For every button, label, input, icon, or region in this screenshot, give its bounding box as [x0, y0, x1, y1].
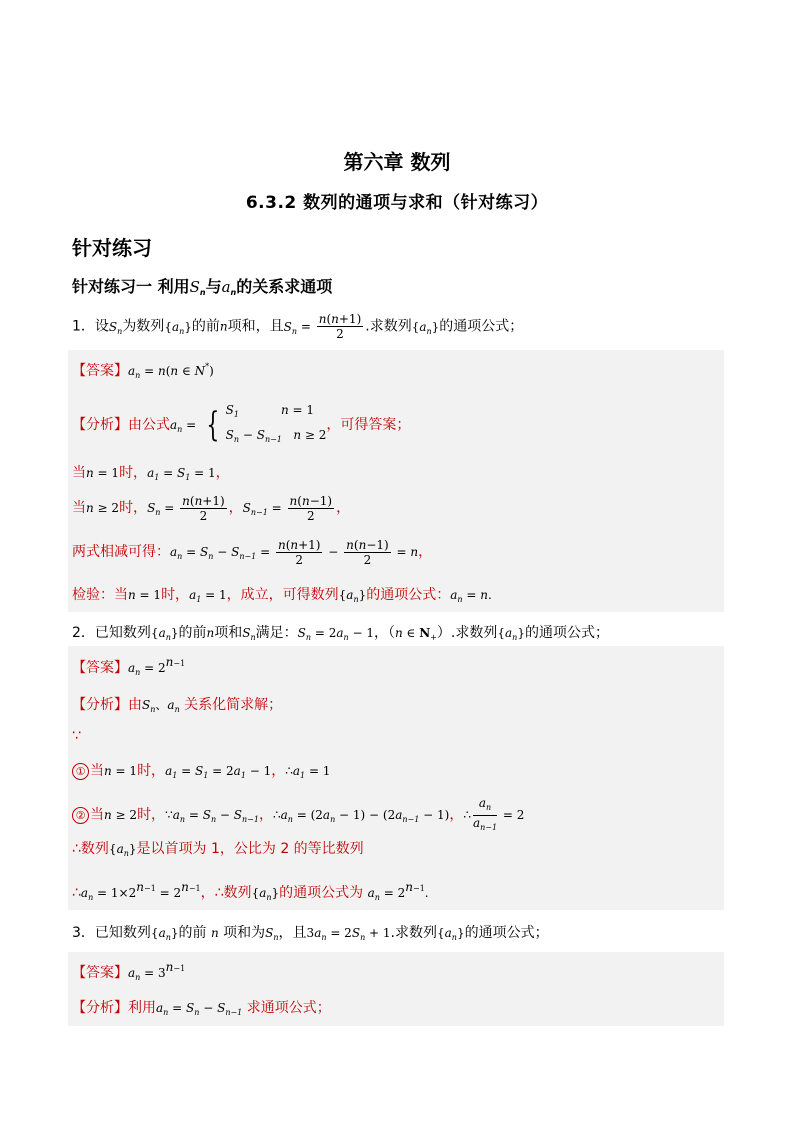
q1-step-3: 两式相减可得：$a_n = S_n - S_{n-1}$ = $\frac{n(n+1)}{2}$ − $\frac{n(n-1)}{2}$ = n，: [72, 538, 433, 567]
q2-conclusion-1: ∴数列$\{a_n\}$是以首项为 1，公比为 2 的等比数列: [72, 841, 364, 858]
q1-step-4: 检验：当n = 1时，$a_1 = 1$，成立，可得数列$\{a_n\}$的通项公式：$a_n = n$.: [72, 587, 492, 604]
practice-heading: 针对练习: [72, 236, 152, 260]
q2-answer: 【答案】$a_n = 2^{n-1}$: [72, 655, 186, 677]
question-1: 1．设$S_n$为数列$\{a_n\}$的前n项和，且$S_n$ = $\frac{n(n+1)}{2}$ .求数列$\{a_n\}$的通项公式；: [72, 312, 524, 341]
section-title: 6.3.2 数列的通项与求和（针对练习）: [245, 193, 549, 213]
q2-case-2: ② 当n ≥ 2时，$\because a_n = S_n - S_{n-1}$，$\therefore a_n = (2a_n - 1) - (2a_{n-1} - 1)$，∴ $\frac{a_n}{a_{n-1}}$ = 2: [72, 796, 524, 835]
chapter-title: 第六章 数列: [343, 150, 451, 174]
question-3: 3．已知数列$\{a_n\}$的前 n 项和为$S_n$，且$3a_n = 2S_n + 1$.求数列$\{a_n\}$的通项公式；: [72, 925, 549, 942]
q1-step-2: 当n ≥ 2时，$S_n$ = $\frac{n(n+1)}{2}$ ，$S_{n-1}$ = $\frac{n(n-1)}{2}$ ，: [72, 494, 351, 523]
q2-conclusion-2: $\therefore a_n = 1\times 2^{n-1} = 2^{n-1}$，∴数列$\{a_n\}$的通项公式为 $a_n = 2^{n-1}$.: [72, 880, 429, 902]
question-2: 2．已知数列$\{a_n\}$的前n项和$S_n$满足：$S_n = 2a_n - 1$，（n ∈ $N_+$）.求数列$\{a_n\}$的通项公式；: [72, 625, 609, 642]
q1-answer: 【答案】$a_n = n(n$ ∈ N*): [72, 362, 214, 380]
practice-subheading: 针对练习一 利用$S_n$与$a_n$的关系求通项: [72, 277, 333, 297]
q2-because: ∵: [72, 728, 81, 744]
q3-analysis: 【分析】利用$a_n = S_n - S_{n-1}$ 求通项公式；: [72, 1000, 331, 1017]
q2-case-1: ① 当n = 1时，$a_1 = S_1 = 2a_1 - 1$，$\therefore a_1 = 1$: [72, 760, 330, 780]
q1-analysis: 【分析】由公式$a_n$ = { $S_1$ n = 1 $S_n - S_{n-1}$ n ≥ 2 ，可得答案；: [72, 403, 411, 445]
q1-step-1: 当n = 1时，$a_1 = S_1 = 1$，: [72, 465, 230, 482]
q2-analysis: 【分析】由$S_n$、$a_n$ 关系化简求解；: [72, 697, 283, 714]
q3-answer: 【答案】$a_n = 3^{n-1}$: [72, 960, 186, 982]
